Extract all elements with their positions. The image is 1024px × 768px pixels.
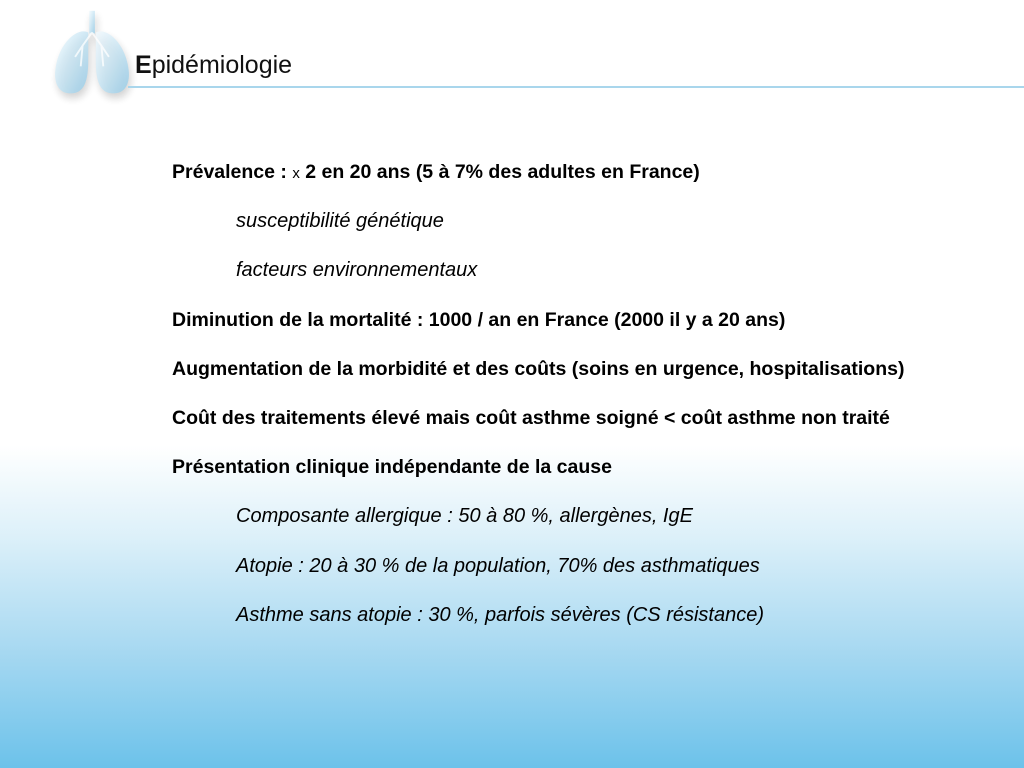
sub-item-allergic-component: Composante allergique : 50 à 80 %, allergènes, IgE bbox=[236, 505, 693, 528]
treatment-cost-line: Coût des traitements élevé mais coût asthme soigné < coût asthme non traité bbox=[172, 406, 890, 429]
sub-item-genetic-susceptibility: susceptibilité génétique bbox=[236, 210, 444, 233]
trachea bbox=[89, 11, 95, 34]
right-lung bbox=[96, 31, 129, 93]
title-rest: pidémiologie bbox=[151, 51, 293, 79]
slide-title bbox=[135, 50, 292, 80]
title-underline bbox=[128, 86, 1024, 88]
lungs-logo-graphic bbox=[44, 8, 140, 102]
sub-item-asthma-without-atopy: Asthme sans atopie : 30 %, parfois sévères (CS résistance) bbox=[236, 603, 765, 626]
sub-item-environmental-factors: facteurs environnementaux bbox=[236, 259, 478, 282]
lungs-icon bbox=[44, 8, 140, 102]
morbidity-line: Augmentation de la morbidité et des coûts (soins en urgence, hospitalisations) bbox=[172, 357, 905, 380]
prevalence-value: 2 en 20 ans (5 à 7% des adultes en France) bbox=[305, 161, 700, 183]
prevalence-line bbox=[0, 148, 1024, 197]
prevalence-multiplier: x bbox=[292, 165, 300, 182]
sub-item-atopy: Atopie : 20 à 30 % de la population, 70% des asthmatiques bbox=[236, 554, 760, 577]
clinical-presentation-line: Présentation clinique indépendante de la cause bbox=[172, 456, 612, 479]
slide-body bbox=[0, 148, 1024, 640]
prevalence-label: Prévalence : bbox=[172, 161, 287, 183]
mortality-line: Diminution de la mortalité : 1000 / an en France (2000 il y a 20 ans) bbox=[172, 308, 786, 331]
title-initial: E bbox=[135, 51, 152, 79]
left-lung bbox=[55, 31, 88, 93]
